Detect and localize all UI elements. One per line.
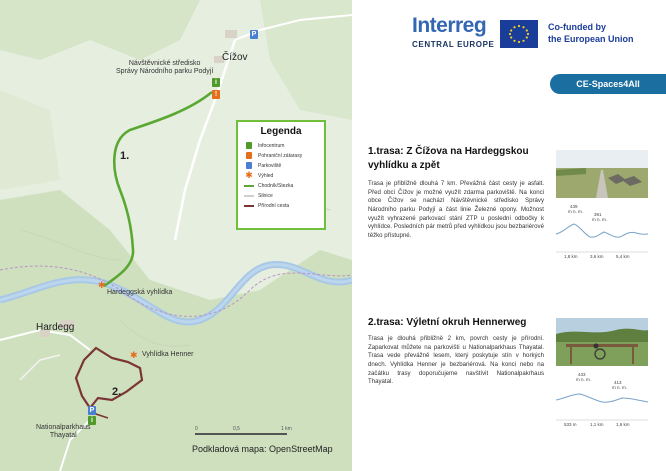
route-title-line: 2.trasa: Výletní okruh Hennerweg bbox=[368, 317, 527, 328]
legend-item-label: Infocentrum bbox=[258, 142, 285, 149]
info-icon[interactable]: i bbox=[88, 416, 96, 425]
legend-item bbox=[244, 161, 318, 170]
scale-tick: 1 km bbox=[281, 426, 292, 432]
scale-tick: 0,5 bbox=[233, 426, 240, 432]
path-line-icon bbox=[244, 185, 254, 187]
route-number-1: 1. bbox=[120, 150, 130, 162]
legend-item bbox=[244, 201, 318, 210]
legend-item-label: Silnice bbox=[258, 192, 273, 199]
route-title-line: 1.trasa: Z Čížova na Hardeggskou bbox=[368, 146, 529, 157]
profile-label: 439 bbox=[570, 204, 578, 209]
legend-title: Legenda bbox=[260, 126, 302, 137]
legend-item-label: Parkoviště bbox=[258, 162, 282, 169]
profile-distance: 1,8 km bbox=[564, 254, 578, 259]
border-barrier-icon bbox=[246, 152, 252, 159]
visitor-center-label: Návštěvnické středisko Správy Národního parku Podyjí bbox=[116, 60, 214, 76]
place-label-cizov: Čížov bbox=[222, 52, 248, 63]
cofunded-line: the European Union bbox=[548, 34, 634, 45]
legend-item bbox=[244, 171, 318, 180]
legend-item-label: Výhled bbox=[258, 172, 274, 179]
cofunded-label bbox=[548, 21, 634, 45]
legend-item bbox=[244, 141, 318, 150]
hardegg-viewpoint-label: Hardeggská vyhlídka bbox=[107, 289, 173, 296]
profile-distance: 5,4 km bbox=[616, 254, 630, 259]
project-banner: CE-Spaces4All bbox=[550, 74, 666, 94]
central-europe-label: CENTRAL EUROPE bbox=[412, 40, 495, 49]
interreg-logo: Interreg bbox=[412, 14, 487, 37]
parking-icon bbox=[246, 162, 252, 169]
legend-item-label: Chodník/Stezka bbox=[258, 182, 294, 189]
profile-unit: m n. m. bbox=[576, 377, 592, 382]
info-icon[interactable]: i bbox=[212, 78, 220, 87]
map-source: Podkladová mapa: OpenStreetMap bbox=[192, 444, 333, 454]
route-number-2: 2. bbox=[112, 386, 122, 398]
legend-item bbox=[244, 181, 318, 190]
border-barrier-icon[interactable]: ! bbox=[212, 90, 220, 99]
henner-viewpoint-label: Vyhlídka Henner bbox=[142, 351, 194, 358]
cofunded-line: Co-funded by bbox=[548, 22, 606, 32]
legend-item-label: Pohraniční zátarasy bbox=[258, 152, 303, 159]
route-2-elevation-profile bbox=[556, 372, 648, 428]
profile-label: 391 bbox=[594, 212, 602, 217]
viewpoint-icon[interactable]: ✱ bbox=[98, 280, 106, 290]
legend-item-label: Přírodní cesta bbox=[258, 202, 290, 209]
road-line-icon bbox=[244, 195, 254, 197]
route-1-photo bbox=[556, 150, 648, 198]
nature-path-line-icon bbox=[244, 205, 254, 207]
viewpoint-icon: ✱ bbox=[245, 170, 253, 180]
route-title-line: vyhlídku a zpět bbox=[368, 159, 440, 171]
viewpoint-icon[interactable]: ✱ bbox=[130, 350, 138, 360]
profile-unit: m n. m. bbox=[612, 385, 628, 390]
place-label-hardegg: Hardegg bbox=[36, 322, 75, 333]
profile-label: 413 bbox=[614, 380, 622, 385]
info-panel bbox=[352, 0, 666, 471]
parking-icon[interactable]: P bbox=[89, 407, 95, 414]
route-2-photo bbox=[556, 318, 648, 366]
profile-distance: 533 m bbox=[564, 422, 577, 427]
profile-unit: m n. m. bbox=[592, 217, 608, 222]
legend-item bbox=[244, 151, 318, 160]
profile-distance: 1,6 km bbox=[616, 422, 630, 427]
info-icon bbox=[246, 142, 252, 149]
route-2-title bbox=[368, 316, 558, 330]
route-2-description: Trasa je dlouhá přibližně 2 km, povrch cesty je přírodní. Zaparkovat můžete na parkovišti u Nationalparkhaus Thayatal. Trasa vede převážně lesem, který poskytuje stín v horkých dnech. Vyhlídka Henner je bezbariérová. Na konci nebo na začátku trasy doporučujeme navštívit Nationalpakrhaus Thayatal. bbox=[368, 335, 544, 386]
route-1-title bbox=[368, 145, 548, 172]
legend bbox=[236, 120, 326, 230]
np-thayatal-label: Nationalparkhaus Thayatal bbox=[36, 424, 91, 440]
profile-distance: 3,6 km bbox=[590, 254, 604, 259]
eu-flag-icon bbox=[500, 20, 538, 48]
profile-label: 433 bbox=[578, 372, 586, 377]
legend-item bbox=[244, 191, 318, 200]
parking-icon[interactable]: P bbox=[251, 31, 257, 38]
route-1-elevation-profile bbox=[556, 204, 648, 260]
route-1-description: Trasa je přibližně dlouhá 7 km. Převážná část cesty je asfalt. Před obcí Čížov je možné využít zdarma parkoviště. Na konci obce Čížov se nachází Návštěvnické středisko Správy Národního parku Podyjí a část linie Železné opony. Možnost využít vyhrazené parkovací stání ZTP u poslední odbočky k vyhlídce. Posledních pár metrů před vyhlídkou jsou bezbariérové těžko přístupné. bbox=[368, 180, 544, 239]
scale-tick: 0 bbox=[195, 426, 198, 432]
profile-distance: 1,1 km bbox=[590, 422, 604, 427]
profile-unit: m n. m. bbox=[568, 209, 584, 214]
